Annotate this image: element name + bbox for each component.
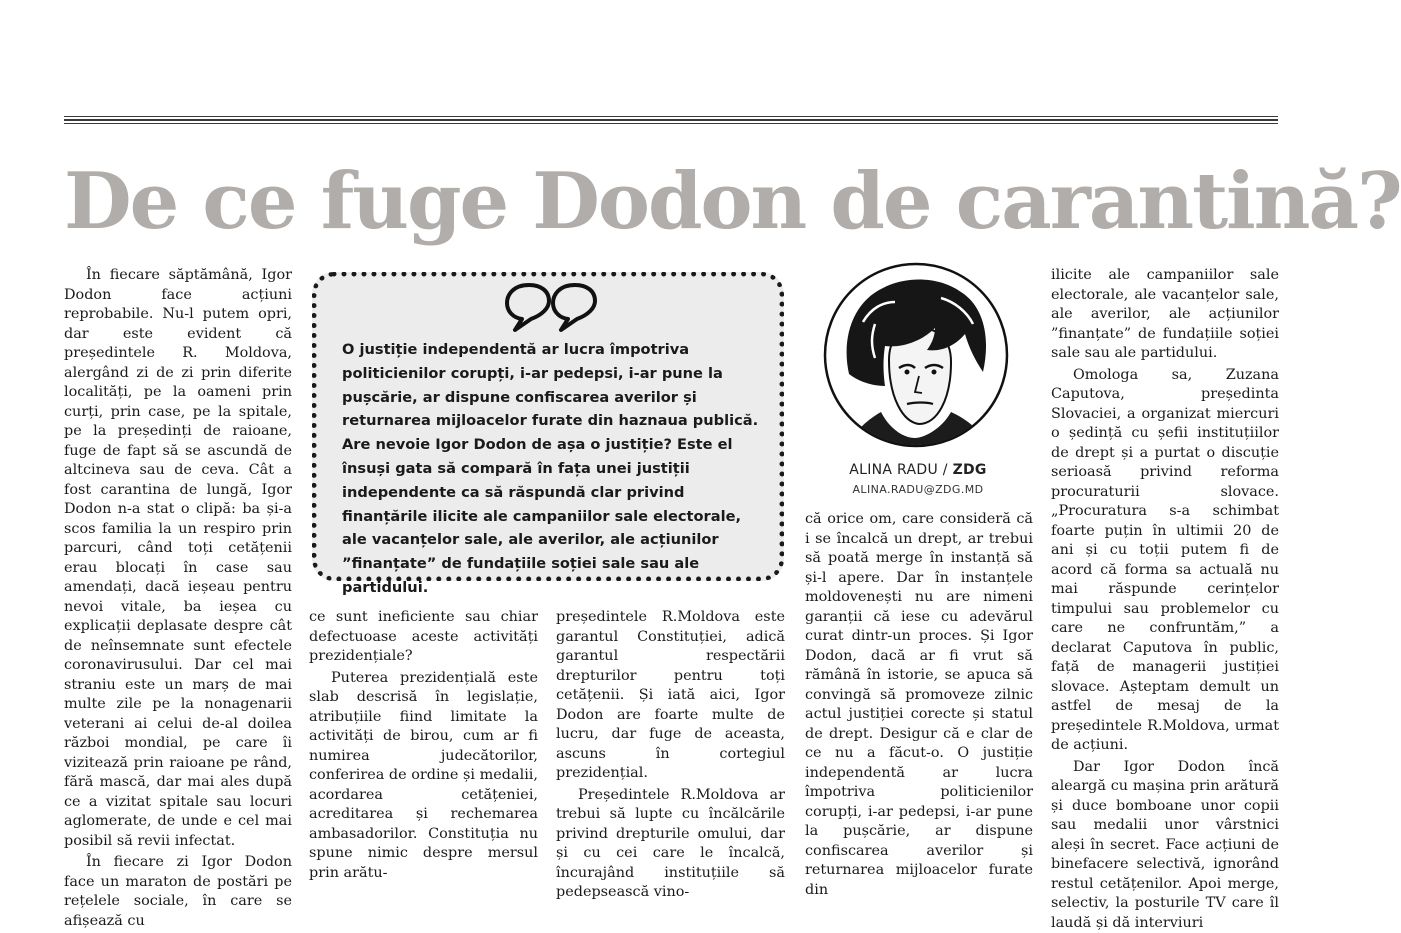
paragraph: Omologa sa, Zuzana Caputova, președinta Slovaciei, a organizat miercuri o ședință cu șefii instituțiilor de drept și a purtat o discuție serioasă privind reforma procuraturii slovace. „Procuratura s-a schimbat foarte puțin în ultimii 20 de ani și cu toții putem fi de acord că forma sa actuală nu mai răspunde cerințelor timpului sau problemelor cu care ne confruntăm,” a declarat Caputova în public, față de managerii justiției slovace. Așteptam demult un astfel de mesaj de la președintele R.Moldova, urmat de acțiuni. bbox=[1051, 366, 1279, 756]
byline-separator: / bbox=[938, 462, 953, 478]
paragraph: Președintele R.Moldova ar trebui să lupte cu încălcările privind drepturile omului, dar și cu cei care le încalcă, încurajând instituțiile să pedepsească vino- bbox=[556, 786, 785, 903]
author-byline bbox=[806, 462, 1030, 478]
paragraph: ilicite ale campaniilor sale electorale, ale vacanțelor sale, ale averilor, ale acțiunilor ”finanțate” de fundațiile soției sale sau ale partidului. bbox=[1051, 266, 1279, 364]
top-rule-thin bbox=[64, 116, 1278, 117]
quotation-marks-icon bbox=[505, 281, 597, 333]
top-rule-thin-lower bbox=[64, 123, 1278, 124]
paragraph: În fiecare zi Igor Dodon face un maraton de postări pe rețelele sociale, în care se afișează cu bbox=[64, 853, 292, 931]
article-column-4 bbox=[805, 510, 1033, 836]
paragraph: Dar Igor Dodon încă aleargă cu mașina prin arătură și duce bomboane unor copii sau medalii unor vârstnici aleși în secret. Face acțiuni de binefacere selectivă, ignorând restul cetățenilor. Apoi merge, selectiv, la posturile TV care îl laudă și dă interviuri bbox=[1051, 758, 1279, 933]
publication-name: ZDG bbox=[953, 462, 987, 478]
article-column-5 bbox=[1051, 266, 1279, 836]
article-column-2 bbox=[309, 608, 538, 836]
paragraph: ce sunt ineficiente sau chiar defectuoase aceste activități prezidențiale? bbox=[309, 608, 538, 667]
paragraph: În fiecare săptămână, Igor Dodon face acțiuni reprobabile. Nu-l putem opri, dar este evident că președintele R. Moldova, alergând zi de zi prin diferite localități, pe la oameni prin curți, prin case, pe la spitale, pe la președinți de raioane, fuge de fapt să se ascundă de altcineva sau de ceva. Cât a fost carantina de lungă, Igor Dodon n-a stat o clipă: ba și-a scos familia la un respiro prin parcuri, când toți cetățenii erau blocați în case sau amendați, dacă ieșeau pentru nevoi vitale, ba ieșea cu explicații deplasate despre cât de neînsemnate sunt efectele coronavirusului. Dar cel mai straniu este un marș de mai multe zile pe la nonagenarii veterani ai celui de-al doilea război mondial, pe care îi vizitează prin raioane pe rând, fără mască, dar mai ales după ce a vizitat spitale sau locuri aglomerate, de unde e cel mai posibil să revii infectat. bbox=[64, 266, 292, 851]
paragraph: Puterea prezidențială este slab descrisă în legislație, atribuțiile fiind limitate la activități de birou, cum ar fi numirea judecătorilor, conferirea de ordine și medalii, acordarea cetățeniei, acreditarea și rechemarea ambasadorilor. Constituția nu spune nimic despre mersul prin arătu- bbox=[309, 669, 538, 884]
author-name: ALINA RADU bbox=[849, 462, 938, 478]
author-email[interactable]: ALINA.RADU@ZDG.MD bbox=[806, 483, 1030, 496]
paragraph: președintele R.Moldova este garantul Constituției, adică garantul respectării drepturilor pentru toți cetățenii. Și iată aici, Igor Dodon are foarte multe de lucru, dar fuge de aceasta, ascuns în cortegiul prezidențial. bbox=[556, 608, 785, 784]
top-rule-thick bbox=[64, 119, 1278, 121]
article-column-3 bbox=[556, 608, 785, 836]
author-portrait bbox=[823, 262, 1009, 448]
article-headline: De ce fuge Dodon de carantină? bbox=[64, 150, 1278, 254]
paragraph: că orice om, care consideră că i se încalcă un drept, ar trebui să poată merge în instanță să și-l apere. Dar în instanțele moldovenești nu are nimeni garanții că iese cu adevărul curat dintr-un proces. Și Igor Dodon, dacă ar fi vrut să rămână în istorie, se apuca să convingă să promoveze zilnic actul justiției corecte și statul de drept. Desigur că e clar de ce nu a făcut-o. O justiție independentă ar lucra împotriva politicienilor corupți, i-ar pedepsi, i-ar pune la pușcărie, ar dispune confiscarea averilor și returnarea mijloacelor furate din bbox=[805, 510, 1033, 900]
article-column-1 bbox=[64, 266, 292, 836]
pull-quote-text: O justiție independentă ar lucra împotriva politicienilor corupți, i-ar pedepsi, i-ar pune la pușcărie, ar dispune confiscarea averilor și returnarea mijloacelor furate din haznaua publică. Are nevoie Igor Dodon de așa o justiție? Este el însuși gata să compară în fața unei justiții independente ca să răspundă clar privind finanțările ilicite ale campaniilor sale electorale, ale vacanțelor sale, ale averilor, ale acțiunilor ”finanțate” de fundațiile soției sale sau ale partidului. bbox=[342, 338, 767, 600]
